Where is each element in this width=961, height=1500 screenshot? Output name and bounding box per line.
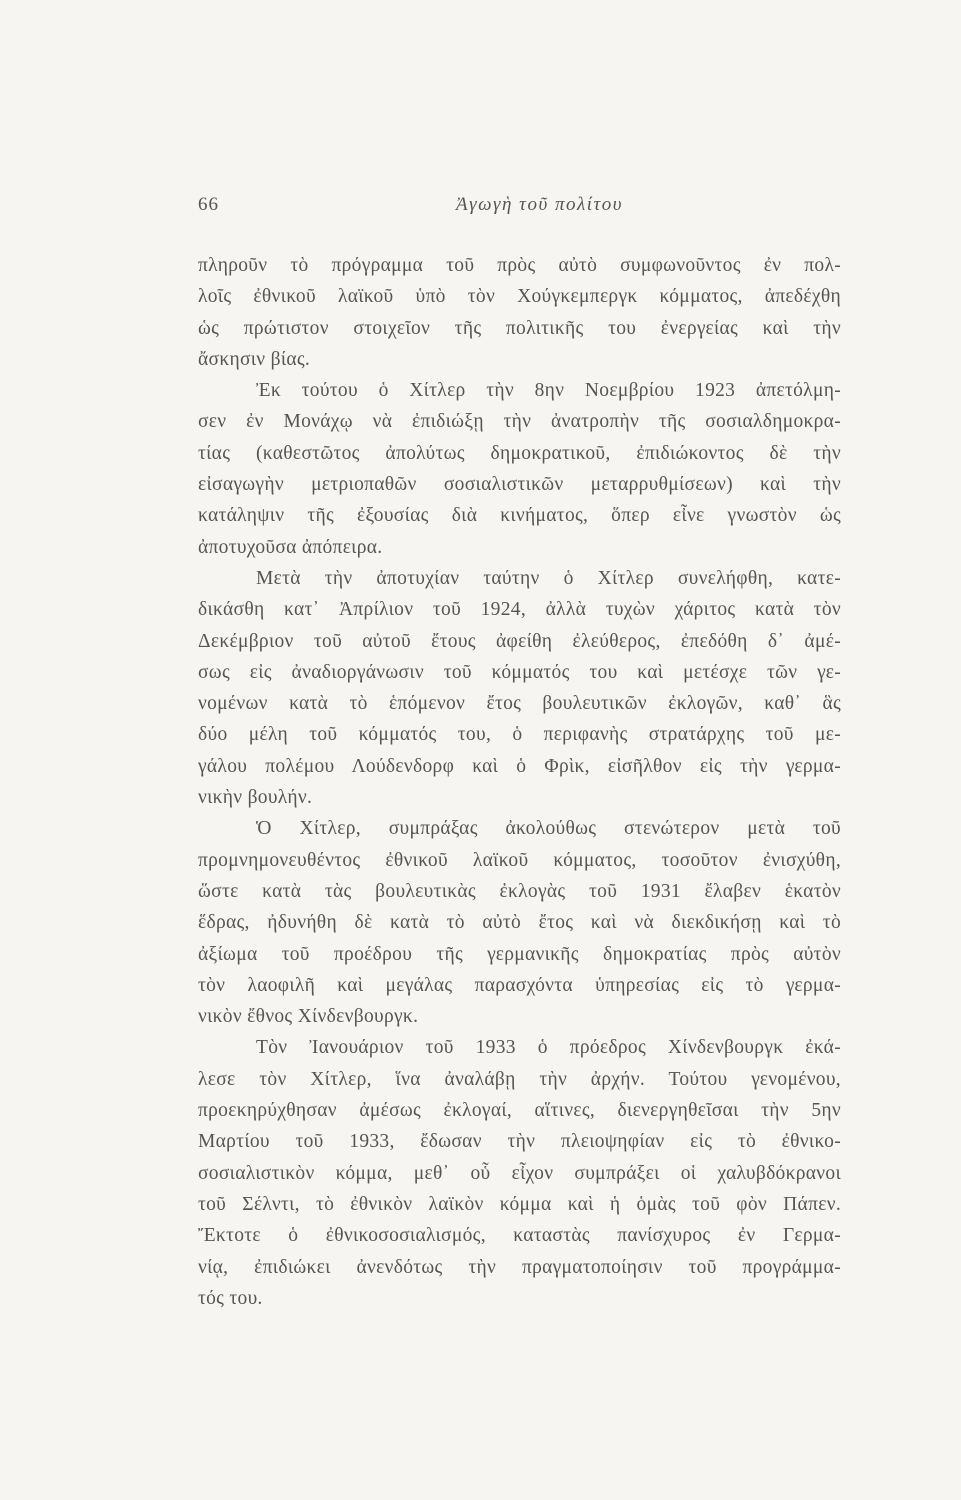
text-line: Μαρτίου τοῦ 1933, ἔδωσαν τὴν πλειοψηφίαν εἰς τὸ ἐθνικο-: [198, 1131, 841, 1153]
text-line: Ὁ Χίτλερ, συμπράξας ἀκολούθως στενώτερον μετὰ τοῦ: [256, 818, 841, 840]
text-line: ὥστε κατὰ τὰς βουλευτικὰς ἐκλογὰς τοῦ 1931 ἔλαβεν ἑκατὸν: [198, 880, 841, 902]
text-line: γάλου πολέμου Λούδενδορφ καὶ ὁ Φρὶκ, εἰσῆλθον εἰς τὴν γερμα-: [198, 755, 841, 777]
text-line: τίας (καθεστῶτος ἀπολύτως δημοκρατικοῦ, ἐπιδιώκοντος δὲ τὴν: [198, 442, 841, 464]
text-line: Ἔκτοτε ὁ ἐθνικοσοσιαλισμός, καταστὰς πανίσχυρος ἐν Γερμα-: [198, 1225, 841, 1247]
text-line: κατάληψιν τῆς ἐξουσίας διὰ κινήματος, ὅπερ εἶνε γνωστὸν ὡς: [198, 505, 841, 527]
text-line: τοῦ Σέλντι, τὸ ἐθνικὸν λαϊκὸν κόμμα καὶ ἡ ὁμὰς τοῦ φὸν Πάπεν.: [198, 1193, 841, 1215]
page-number: 66: [198, 194, 219, 215]
text-line: ἀξίωμα τοῦ προέδρου τῆς γερμανικῆς δημοκρατίας πρὸς αὐτὸν: [198, 943, 841, 965]
text-line: τός του.: [198, 1287, 263, 1309]
running-title: Ἀγωγὴ τοῦ πολίτου: [456, 194, 623, 215]
text-line: σοσιαλιστικὸν κόμμα, μεθ᾽ οὗ εἶχον συμπράξει οἱ χαλυβδόκρανοι: [198, 1162, 841, 1184]
text-line: λοῖς ἐθνικοῦ λαϊκοῦ ὑπὸ τὸν Χούγκεμπεργκ κόμματος, ἀπεδέχθη: [198, 286, 841, 308]
text-line: νίᾳ, ἐπιδιώκει ἀνενδότως τὴν πραγματοποίησιν τοῦ προγράμμα-: [198, 1256, 841, 1278]
text-line: εἰσαγωγὴν μετριοπαθῶν σοσιαλιστικῶν μεταρρυθμίσεων) καὶ τὴν: [198, 474, 841, 496]
text-line: ἕδρας, ἠδυνήθη δὲ κατὰ τὸ αὐτὸ ἔτος καὶ νὰ διεκδικήσῃ καὶ τὸ: [198, 912, 841, 934]
text-line: δικάσθη κατ᾽ Ἀπρίλιον τοῦ 1924, ἀλλὰ τυχὼν χάριτος κατὰ τὸν: [198, 599, 841, 621]
text-line: Δεκέμβριον τοῦ αὐτοῦ ἔτους ἀφείθη ἐλεύθερος, ἐπεδόθη δ᾽ ἀμέ-: [198, 630, 841, 652]
text-line: δύο μέλη τοῦ κόμματός του, ὁ περιφανὴς στρατάρχης τοῦ με-: [198, 724, 841, 746]
page-header: [198, 194, 843, 224]
text-line: Ἐκ τούτου ὁ Χίτλερ τὴν 8ην Νοεμβρίου 1923 ἀπετόλμη-: [256, 380, 841, 402]
text-line: ὡς πρώτιστον στοιχεῖον τῆς πολιτικῆς του ἐνεργείας καὶ τὴν: [198, 317, 841, 339]
text-line: Μετὰ τὴν ἀποτυχίαν ταύτην ὁ Χίτλερ συνελήφθη, κατε-: [256, 567, 841, 589]
text-line: λεσε τὸν Χίτλερ, ἵνα ἀναλάβῃ τὴν ἀρχήν. Τούτου γενομένου,: [198, 1068, 841, 1090]
text-line: ἀποτυχοῦσα ἀπόπειρα.: [198, 536, 383, 558]
text-line: Τὸν Ἰανουάριον τοῦ 1933 ὁ πρόεδρος Χίνδενβουργκ ἐκά-: [256, 1037, 841, 1059]
text-line: νομένων κατὰ τὸ ἑπόμενον ἔτος βουλευτικῶν ἐκλογῶν, καθ᾽ ἃς: [198, 693, 841, 715]
text-line: προμνημονευθέντος ἐθνικοῦ λαϊκοῦ κόμματος, τοσοῦτον ἐνισχύθη,: [198, 849, 841, 871]
text-line: σεν ἐν Μονάχῳ νὰ ἐπιδιώξῃ τὴν ἀνατροπὴν τῆς σοσιαλδημοκρα-: [198, 411, 841, 433]
text-line: νικὴν βουλήν.: [198, 787, 313, 809]
body-text: [198, 250, 841, 1314]
text-line: πληροῦν τὸ πρόγραμμα τοῦ πρὸς αὐτὸ συμφωνοῦντος ἐν πολ-: [198, 255, 841, 276]
text-line: προεκηρύχθησαν ἀμέσως ἐκλογαί, αἵτινες, διενεργηθεῖσαι τὴν 5ην: [198, 1100, 841, 1122]
text-line: σως εἰς ἀναδιοργάνωσιν τοῦ κόμματός του καὶ μετέσχε τῶν γε-: [198, 661, 841, 683]
text-line: νικὸν ἔθνος Χίνδενβουργκ.: [198, 1006, 419, 1028]
text-line: ἄσκησιν βίας.: [198, 348, 311, 370]
text-line: τὸν λαοφιλῆ καὶ μεγάλας παρασχόντα ὑπηρεσίας εἰς τὸ γερμα-: [198, 974, 841, 996]
